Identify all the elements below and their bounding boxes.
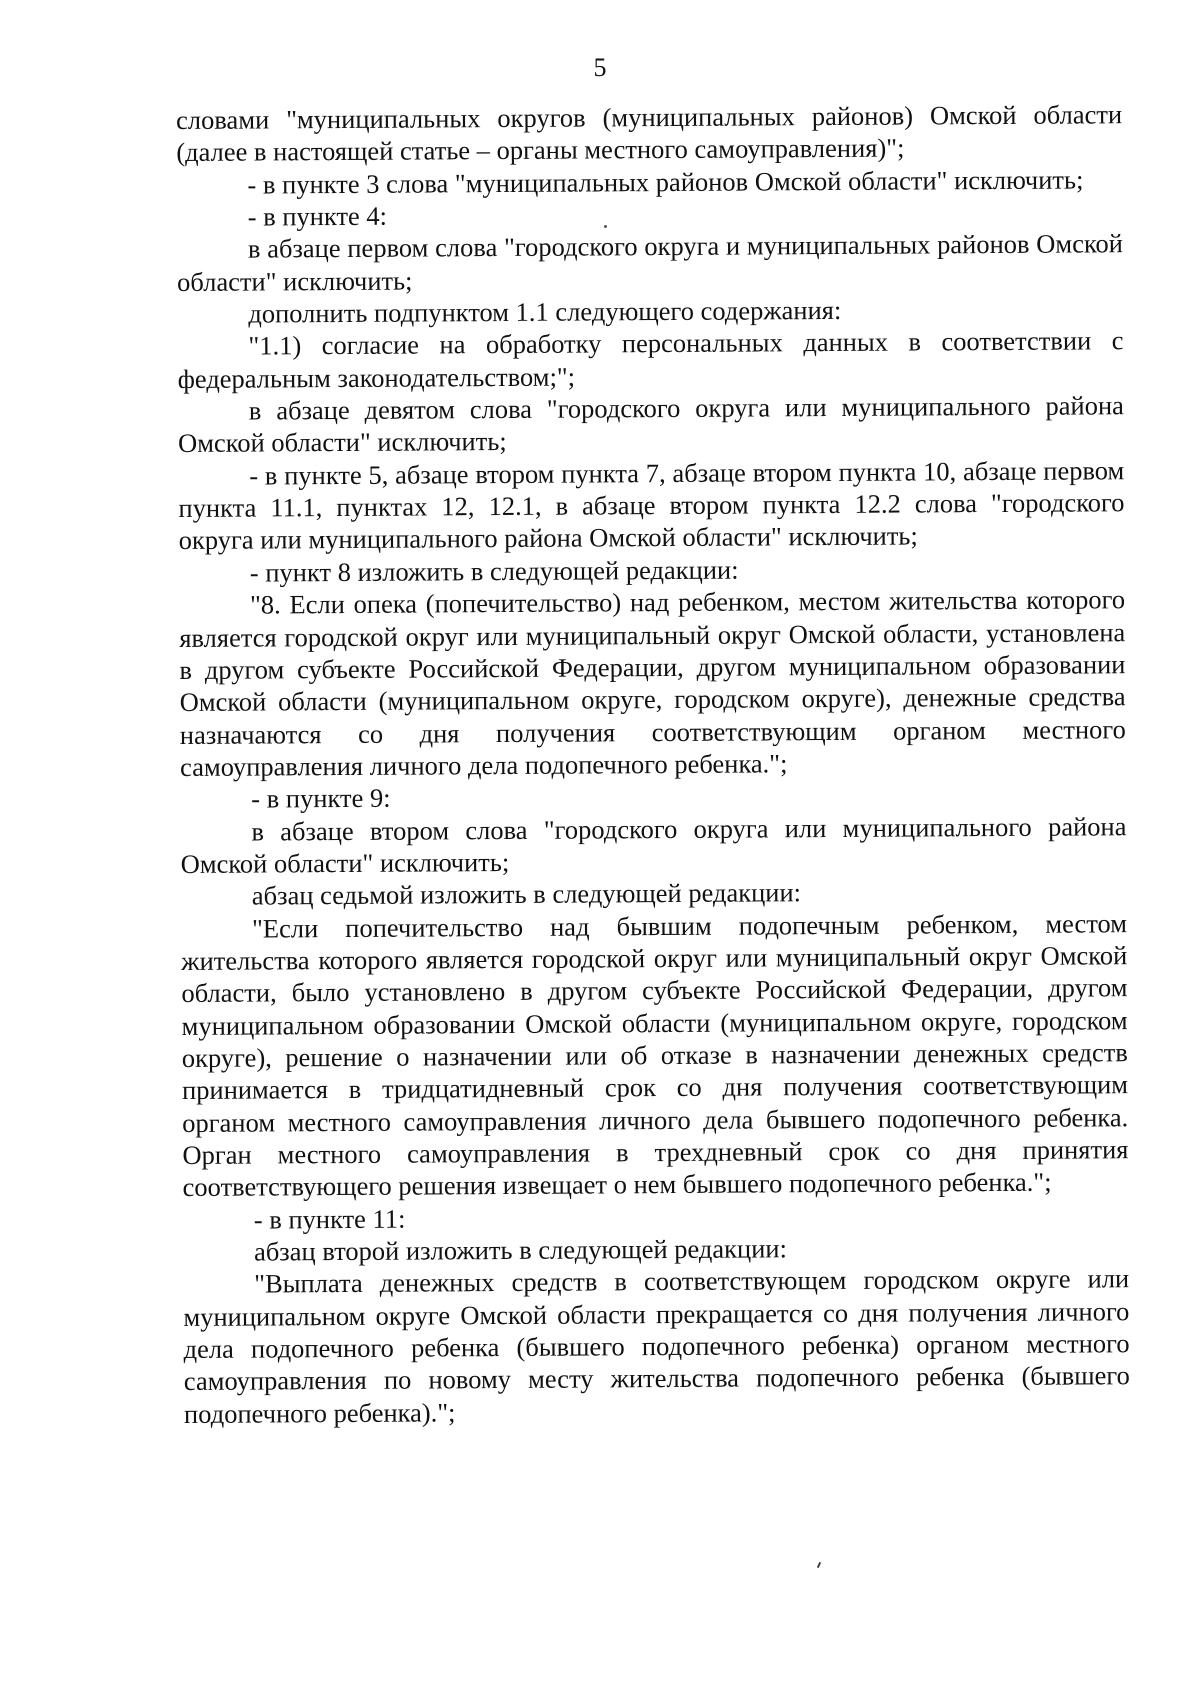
paragraph-8: - в пункте 5, абзаце втором пункта 7, абзаце втором пункта 10, абзаце первом пункта 11.1, пунктах 12, 12.1, в абзаце втором пункта 12.2 слова "городского округа или муниципального района Омской области" исключить; <box>178 454 1125 556</box>
paragraph-6: "1.1) согласие на обработку персональных данных в соответствии с федеральным законодательством;"; <box>177 325 1124 394</box>
paragraph-1: словами "муниципальных округов (муниципальных районов) Омской области (далее в настоящей статье – органы местного самоуправления)"; <box>176 99 1123 168</box>
scan-artifact-mark <box>817 1562 821 1568</box>
paragraph-2: - в пункте 3 слова "муниципальных районов Омской области" исключить; <box>247 164 1084 200</box>
paragraph-4: в абзаце первом слова "городского округа и муниципальных районов Омской области" исключить; <box>176 228 1123 297</box>
paragraph-9: - пункт 8 изложить в следующей редакции: <box>249 554 739 588</box>
paragraph-17: "Выплата денежных средств в соответствующем городском округе или муниципальном округе Омской области прекращается со дня получения личного дела подопечного ребенка (бывшего подопечного ребенка) органом местного самоуправления по новому месту жительства подопечного ребенка (бывшего подопечного ребенка)."; <box>183 1263 1130 1429</box>
document-body <box>176 98 1130 1430</box>
page-number: 5 <box>593 53 607 82</box>
paragraph-10: "8. Если опека (попечительство) над ребенком, местом жительства которого является городской округ или муниципальный округ Омской области, установлена в другом субъекте Российской Федерации, другом муниципальном образовании Омской области (муниципальном округе, городском округе), денежные средства назначаются со дня получения соответствующим органом местного самоуправления личного дела подопечного ребенка."; <box>179 584 1126 782</box>
paragraph-5: дополнить подпунктом 1.1 следующего содержания: <box>248 295 842 329</box>
paragraph-11: - в пункте 9: <box>251 782 391 814</box>
paragraph-16: абзац второй изложить в следующей редакции: <box>253 1233 787 1267</box>
paragraph-12: в абзаце втором слова "городского округа или муниципального района Омской области" исключить; <box>180 810 1127 879</box>
paragraph-15: - в пункте 11: <box>253 1203 406 1235</box>
paragraph-13: абзац седьмой изложить в следующей редакции: <box>251 877 802 911</box>
paragraph-3: - в пункте 4: <box>247 200 388 232</box>
scan-artifact-dot <box>604 225 607 228</box>
paragraph-7: в абзаце девятом слова "городского округа или муниципального района Омской области" исключить; <box>177 390 1124 459</box>
paragraph-14: "Если попечительство над бывшим подопечным ребенком, местом жительства которого является городской округ или муниципальный округ Омской области, было установлено в другом субъекте Российской Федерации, другом муниципальном образовании Омской области (муниципальном округе, городском округе), решение о назначении или об отказе в назначении денежных средств принимается в тридцатидневный срок со дня получения соответствующим органом местного самоуправления личного дела бывшего подопечного ребенка. Орган местного самоуправления в трехдневный срок со дня принятия соответствующего решения извещает о нем бывшего подопечного ребенка."; <box>181 907 1129 1203</box>
